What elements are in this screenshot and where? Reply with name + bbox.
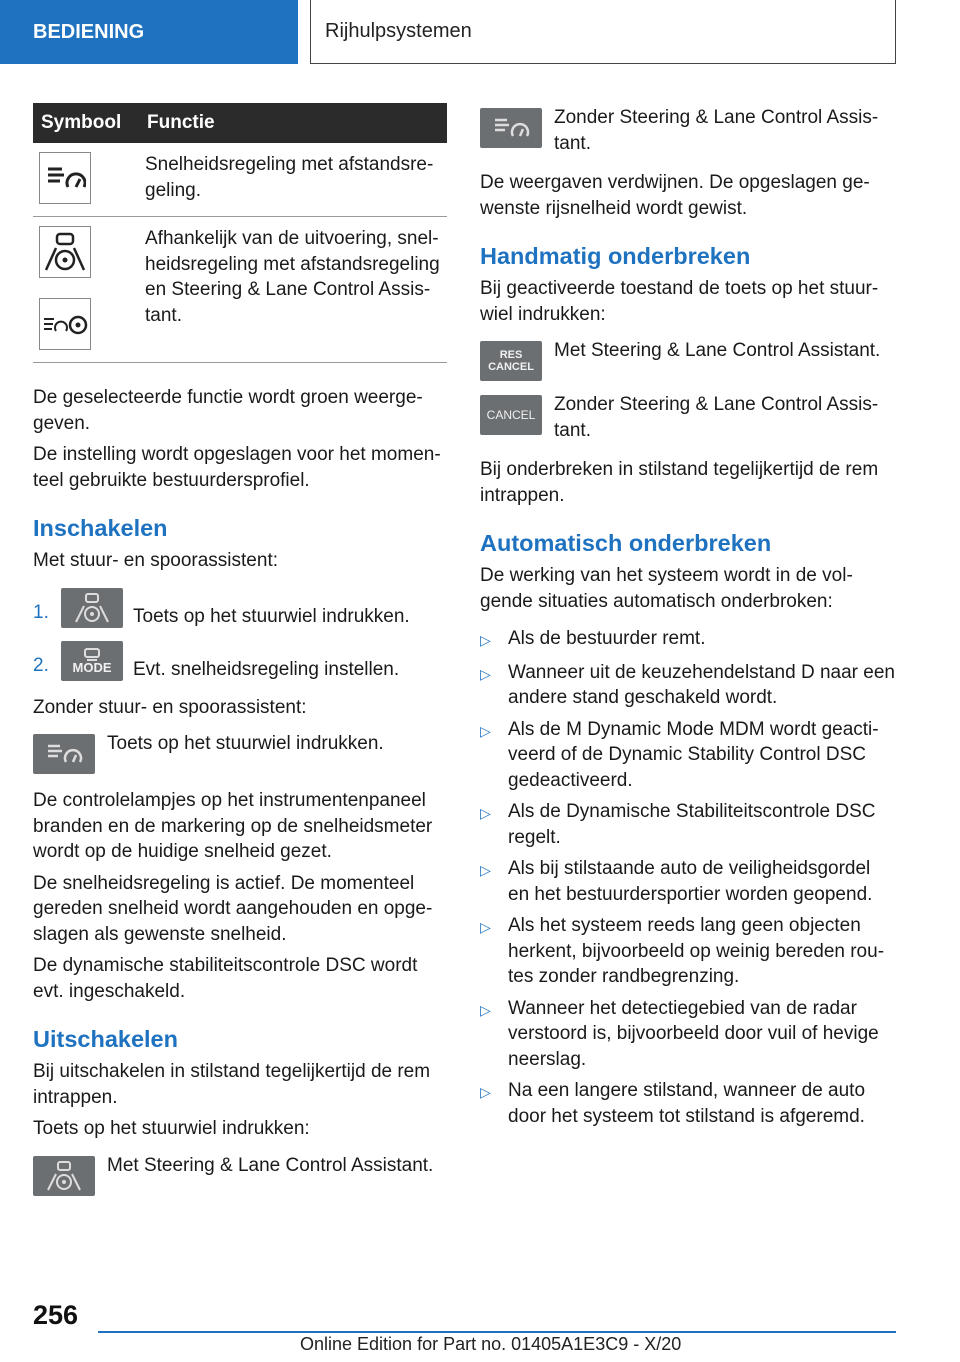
paragraph: De snelheidsregeling is actief. De momenteel gereden snelheid wordt aangehouden en opge-slagen als gewenste snelheid. <box>33 872 433 945</box>
paragraph: De werking van het systeem wordt in de vol-gende situaties automatisch onderbroken: <box>480 565 853 612</box>
triangle-bullet-icon: ▷ <box>480 862 491 878</box>
table-row-text: Afhankelijk van de uitvoering, snel-heidsregeling met afstandsregeling en Steering & Lane Control Assis-tant. <box>139 217 447 363</box>
paragraph: Toets op het stuurwiel indrukken: <box>33 1118 310 1139</box>
acc-button-icon <box>33 734 95 774</box>
symbol-table <box>33 103 447 363</box>
header-section <box>0 0 298 64</box>
button-row <box>33 1156 447 1196</box>
paragraph: De controlelampjes op het instrumentenpaneel branden en de markering op de snelheidsmeter wordt op de huidige snelheid gezet. <box>33 790 433 862</box>
list-item: ▷ Als de M Dynamic Mode MDM wordt geacti-veerd of de Dynamic Stability Control DSC gedeactiveerd. <box>480 717 896 794</box>
triangle-bullet-icon: ▷ <box>480 805 491 821</box>
list-item: ▷ Als de bestuurder remt. <box>480 626 896 654</box>
steering-lane-icon <box>39 226 91 278</box>
right-column <box>480 103 896 1135</box>
bullet-list <box>480 626 896 1129</box>
button-row <box>480 395 896 443</box>
paragraph: De dynamische stabiliteitscontrole DSC wordt evt. ingeschakeld. <box>33 955 418 1002</box>
paragraph: Bij onderbreken in stilstand tegelijkertijd de rem intrappen. <box>480 459 879 506</box>
cancel-label: CANCEL <box>488 361 534 373</box>
header-chapter <box>310 0 896 64</box>
steering-button-icon <box>61 588 123 628</box>
list-item: ▷ Na een langere stilstand, wanneer de auto door het systeem tot stilstand is afgeremd. <box>480 1078 896 1129</box>
table-row-text: Snelheidsregeling met afstandsre-geling. <box>139 143 447 217</box>
step-text: Evt. snelheidsregeling instellen. <box>133 659 400 680</box>
heading-handmatig: Handmatig onderbreken <box>480 243 751 269</box>
heading-uitschakelen: Uitschakelen <box>33 1026 178 1052</box>
list-item: ▷ Als de Dynamische Stabiliteitscontrole DSC regelt. <box>480 799 896 850</box>
res-cancel-button-icon <box>480 341 542 381</box>
mode-button-label: MODE <box>72 660 112 675</box>
footer-divider <box>98 1331 896 1333</box>
paragraph: De geselecteerde functie wordt groen weerge-geven. <box>33 387 423 434</box>
triangle-bullet-icon: ▷ <box>480 1084 491 1100</box>
paragraph: Zonder Steering & Lane Control Assis-tant. <box>554 394 879 441</box>
steering-button-icon <box>33 1156 95 1196</box>
paragraph: De weergaven verdwijnen. De opgeslagen ge-wenste rijsnelheid wordt gewist. <box>480 172 870 219</box>
triangle-bullet-icon: ▷ <box>480 632 491 648</box>
triangle-bullet-icon: ▷ <box>480 919 491 935</box>
triangle-bullet-icon: ▷ <box>480 665 491 682</box>
heading-automatisch: Automatisch onderbreken <box>480 530 772 556</box>
footer-edition: Online Edition for Part no. 01405A1E3C9 - X/20 <box>300 1334 682 1354</box>
paragraph: Met Steering & Lane Control Assistant. <box>107 1154 434 1176</box>
button-row <box>33 734 447 774</box>
list-item: ▷ Wanneer uit de keuzehendelstand D naar een andere stand geschakeld wordt. <box>480 660 896 711</box>
table-row <box>33 143 447 217</box>
paragraph: Zonder Steering & Lane Control Assis-tant. <box>554 107 879 154</box>
step-number: 2. <box>33 655 49 676</box>
paragraph: Met Steering & Lane Control Assistant. <box>554 340 881 361</box>
acc-cruise-icon <box>39 152 91 204</box>
button-row <box>480 341 896 381</box>
acc-steering-icon <box>39 298 91 350</box>
left-column <box>33 103 447 1210</box>
list-item: ▷ Als het systeem reeds lang geen objecten herkent, bijvoorbeeld op weinig bereden rou-tes zonder randbegrenzing. <box>480 913 896 990</box>
table-header-function: Functie <box>139 103 447 143</box>
header-chapter-label: Rijhulpsystemen <box>325 20 472 42</box>
list-item: ▷ Als bij stilstaande auto de veiligheidsgordel en het bestuurdersportier worden geopend. <box>480 856 896 907</box>
triangle-bullet-icon: ▷ <box>480 1001 491 1018</box>
header-section-label: BEDIENING <box>33 20 145 43</box>
step-number: 1. <box>33 601 49 623</box>
page-number: 256 <box>33 1300 79 1330</box>
cancel-button-icon <box>480 395 542 435</box>
triangle-bullet-icon: ▷ <box>480 722 491 739</box>
paragraph: Toets op het stuurwiel indrukken. <box>107 733 384 754</box>
step-text: Toets op het stuurwiel indrukken. <box>133 605 410 627</box>
res-label: RES <box>499 349 523 361</box>
table-row <box>33 217 447 363</box>
table-header-symbol: Symbool <box>33 103 139 143</box>
paragraph: Bij uitschakelen in stilstand tegelijkertijd de rem intrappen. <box>33 1061 431 1108</box>
acc-button-icon <box>480 108 542 148</box>
list-item <box>33 588 447 630</box>
list-item: ▷ Wanneer het detectiegebied van de radar verstoord is, bijvoorbeeld door vuil of hevige neerslag. <box>480 996 896 1073</box>
paragraph: Zonder stuur- en spoorassistent: <box>33 696 307 718</box>
paragraph: Bij geactiveerde toestand de toets op het stuur-wiel indrukken: <box>480 278 879 325</box>
heading-inschakelen: Inschakelen <box>33 515 168 541</box>
paragraph: Met stuur- en spoorassistent: <box>33 550 278 571</box>
list-item <box>33 641 447 683</box>
cancel-label: CANCEL <box>486 408 536 422</box>
paragraph: De instelling wordt opgeslagen voor het momen-teel gebruikte bestuurdersprofiel. <box>33 444 441 491</box>
mode-button-icon <box>61 641 123 681</box>
button-row <box>480 108 896 156</box>
